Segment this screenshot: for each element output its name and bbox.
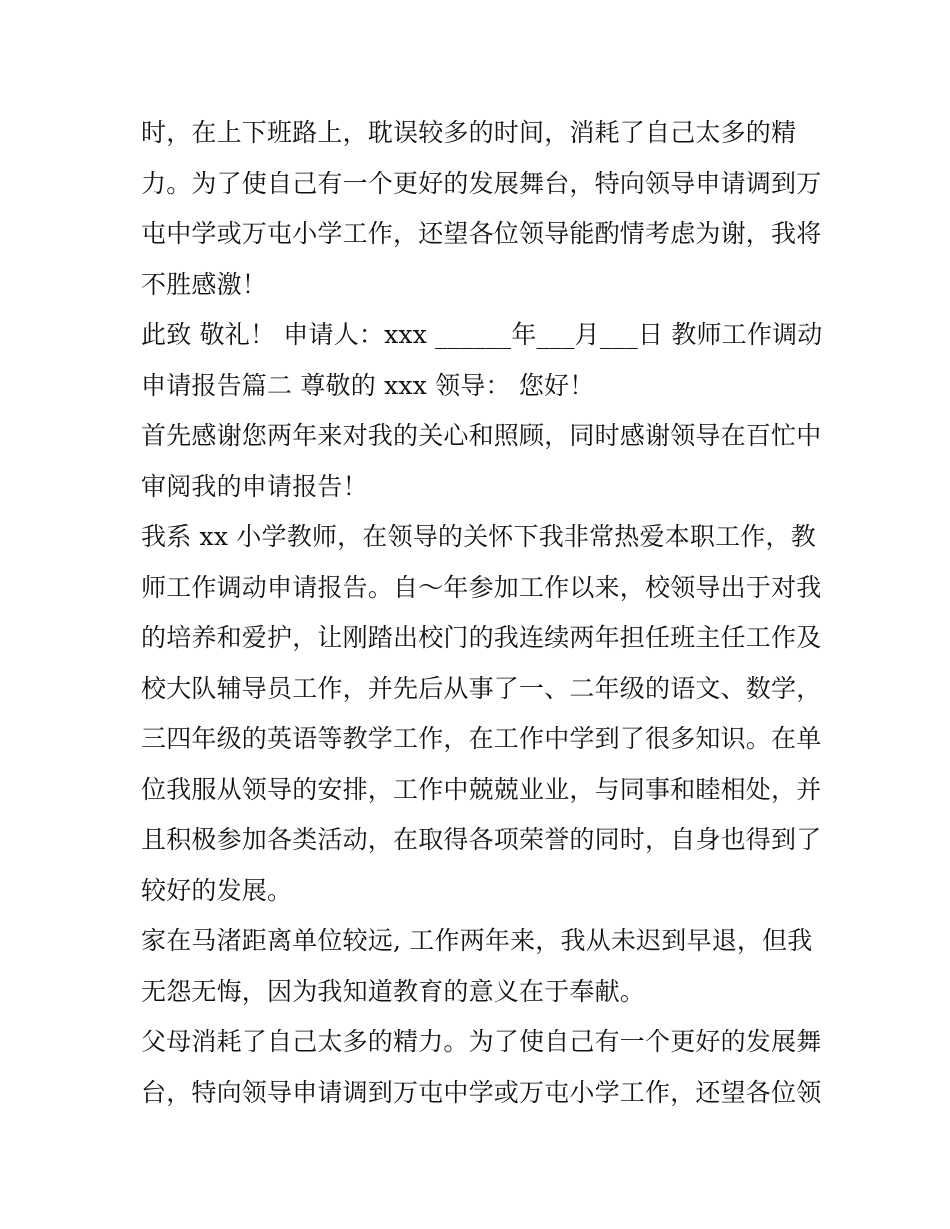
- text-line: 申请报告篇二 尊敬的 xxx 领导： 您好！: [141, 370, 595, 400]
- text-line: 师工作调动申请报告。自～年参加工作以来，校领导出于对我: [141, 572, 822, 602]
- document-body: [141, 108, 821, 1118]
- text-line: 校大队辅导员工作，并先后从事了一、二年级的语文、数学，: [141, 673, 822, 703]
- text-line: 三四年级的英语等教学工作，在工作中学到了很多知识。在单: [141, 724, 822, 753]
- text-line: 台，特向领导申请调到万屯中学或万屯小学工作，还望各位领: [141, 1077, 822, 1107]
- text-line: 时，在上下班路上，耽误较多的时间，消耗了自己太多的精: [141, 118, 797, 147]
- text-line: 家在马渚距离单位较远, 工作两年来，我从未迟到早退，但我: [141, 926, 813, 955]
- text-line: 审阅我的申请报告！: [141, 471, 368, 501]
- text-line: 首先感谢您两年来对我的关心和照顾，同时感谢领导在百忙中: [141, 421, 822, 450]
- text-line: 屯中学或万屯小学工作，还望各位领导能酌情考虑为谢，我将: [141, 219, 822, 248]
- text-line: 此致 敬礼！ 申请人：xxx ______年___月___日 教师工作调动: [141, 320, 823, 349]
- text-line: 我系 xx 小学教师，在领导的关怀下我非常热爱本职工作，教: [141, 522, 816, 551]
- text-line: 无怨无悔，因为我知道教育的意义在于奉献。: [141, 976, 646, 1006]
- text-line: 父母消耗了自己太多的精力。为了使自己有一个更好的发展舞: [141, 1027, 822, 1056]
- text-line: 较好的发展。: [141, 875, 293, 905]
- text-line: 不胜感激！: [141, 269, 268, 299]
- text-line: 位我服从领导的安排，工作中兢兢业业，与同事和睦相处，并: [141, 774, 822, 804]
- text-line: 力。为了使自己有一个更好的发展舞台，特向领导申请调到万: [141, 168, 822, 198]
- text-line: 且积极参加各类活动，在取得各项荣誉的同时，自身也得到了: [141, 825, 822, 854]
- text-line: 的培养和爱护，让刚踏出校门的我连续两年担任班主任工作及: [141, 623, 822, 652]
